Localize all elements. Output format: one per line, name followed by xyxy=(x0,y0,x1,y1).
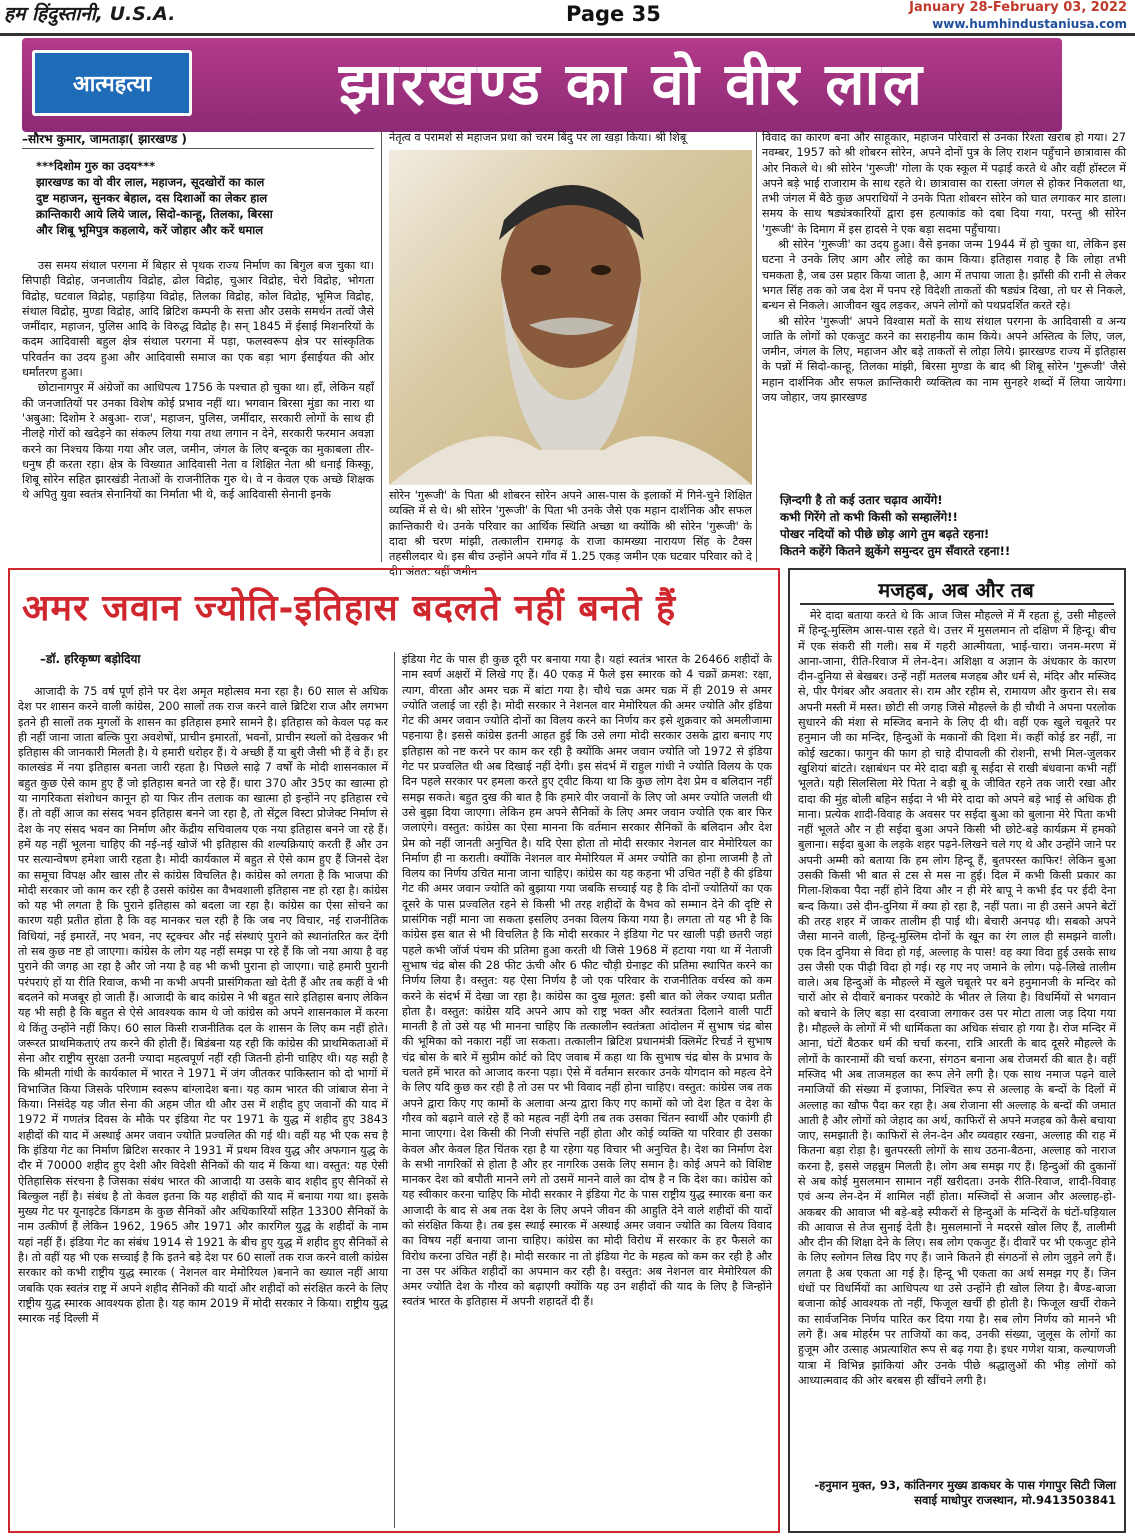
article-column xyxy=(22,258,374,562)
paragraph: आजादी के 75 वर्ष पूर्ण होने पर देश अमृत महोत्सव मना रहा है। 60 साल से अधिक देश पर शासन करने वाली कांग्रेस, 200 सालों तक राज करने वाले ब्रिटिश राज और लगभग इतने ही सालों तक मुगलों के शासन का इतिहास हमारे सामने है। इतिहास को केवल पढ़ कर ही नहीं जाना जाता बल्कि पुरा अवशेषों, प्राचीन इमारतों, भवनों, प्राचीन स्थलों को देखकर भी इतिहास की जानकारी मिलती है। ये हमारी धरोहर हैं। ये अच्छी हैं या बुरी जैसी भी हैं वे हैं। हर कालखंड में नया इतिहास बनता जारी रहता है। पिछले साढ़े 7 वर्षों के मोदी शासनकाल में बहुत कुछ ऐसे काम हुए हैं जो इतिहास बनते जा रहे हैं। धारा 370 और 35ए का खात्मा हो या नागरिकता संशोधन कानून हो या फिर तीन तलाक का खात्मा हो इन्होंने नए इतिहास रचे हैं। तो वहीं आज का संसद भवन इतिहास बनने जा रहा है, तो सेंट्रल विस्टा प्रोजेक्ट निर्माण से देश के नए संसद भवन का निर्माण और केंद्रीय सचिवालय एक नया इतिहास बनने जा रहे हैं। हमें यह नहीं भूलना चाहिए की नई-नई खोजें भी इतिहास की शल्यक्रियाएं करती हैं और उन पर सत्यान्वेषण हमेशा जारी रहता है। मोदी कार्यकाल में बहुत से ऐसे काम हुए हैं जिनसे देश का समूचा विपक्ष और खास तौर से कांग्रेस विचलित है। कांग्रेस को लगता है कि भाजपा की मोदी सरकार जो काम कर रही है उससे कांग्रेस का वैभवशाली इतिहास नष्ट हो रहा है। कांग्रेस को यह भी लगता है कि पुराने इतिहास को बदला जा रहा है। कांग्रेस का ऐसा सोचने का कारण यही प्रतीत होता है कि वह मानकर चल रही है कि जब नए विचार, नई राजनीतिक विधियां, नई इमारतें, नए भवन, नए स्ट्रक्चर और नई संस्थाएं पुराने को स्थानांतरित कर देंगी तो सब कुछ नष्ट हो जाएगा। कांग्रेस के लोग यह नहीं समझ पा रहे हैं कि जो नया आया है वह पुराने की जगह आ रहा है और जो नया है वह भी कभी पुराना हो जाएगा। चाहे हमारी पुरानी परंपराएं हों या रीति रिवाज, कभी ना कभी अपनी प्रासंगिकता खो देती हैं और तब कहीं वे भी बदलने को मजबूर हो जाती हैं। आजादी के बाद कांग्रेस ने भी बहुत सारे इतिहास बनाए लेकिन यह भी सही है कि बहुत से ऐसे आवश्यक काम थे जो कांग्रेस को अपने शासनकाल में करना थे किंतु उन्होंने नहीं किए। 60 साल किसी राजनीतिक दल के शासन के लिए कम नहीं होते। जरूरत प्राथमिकताएं तय करने की होती हैं। बिडंबना यह रही कि कांग्रेस की प्राथमिकताओं में सेना और राष्ट्रीय सुरक्षा उतनी ज्यादा महत्वपूर्ण नहीं रही जितनी होनी चाहिए थी। यह सही है कि श्रीमती गांधी के कार्यकाल में भारत ने 1971 में जंग जीतकर पाकिस्तान को दो भागों में विभाजित किया जिसके परिणाम स्वरूप बांग्लादेश बना। यह काम भारत की जांबाज सेना ने किया। निसंदेह यह जीत सेना की अहम जीत थी और उस में शहीद हुए जवानों की याद में 1972 में गणतंत्र दिवस के मौके पर इंडिया गेट पर 1971 के युद्ध में शहीद हुए 3843 शहीदों की याद में अस्थाई अमर जवान ज्योति प्रज्वलित की गई थी। वहीं यह भी एक सच है कि इंडिया गेट का निर्माण ब्रिटिश सरकार ने 1931 में प्रथम विश्व युद्ध और अफगान युद्ध के दौर में 70000 शहीद हुए देशी और विदेशी सैनिकों की याद में किया था। वस्तुत: यह ऐसी ऐतिहासिक संरचना है जिसका संबंध भारत की आजादी या उसके बाद शहीद हुए सैनिकों से बिल्कुल नहीं है। संबंध है तो केवल इतना कि यह शहीदों की याद में बनाया गया था। इसके मुख्य गेट पर यूनाइटेड किंगडम के कुछ सैनिकों और अधिकारियों सहित 13300 सैनिकों के नाम उत्कीर्ण हैं लेकिन 1962, 1965 और 1971 और कारगिल युद्ध के शहीदों के नाम यहां नहीं हैं। इंडिया गेट का संबंध 1914 से 1921 के बीच हुए युद्ध में शहीद हुए सैनिकों से है। तो वहीं यह भी एक सच्चाई है कि इतने बड़े देश पर 60 सालों तक राज करने वाली कांग्रेस सरकार को कभी राष्ट्रीय युद्ध स्मारक ( नेशनल वार मेमोरियल )बनाने का ख्याल नहीं आया जबकि एक स्वतंत्र राष्ट्र में अपने शहीद सैनिकों की यादों और शहीदों को संरक्षित करने के लिए राष्ट्रीय युद्ध स्मारक आवश्यक होता है। यह काम 2019 में मोदी सरकार ने किया। राष्ट्रीय युद्ध स्मारक नई दिल्ली में xyxy=(18,685,388,1326)
column-rule xyxy=(394,652,395,1528)
issue-date: January 28-February 03, 2022 xyxy=(909,0,1127,15)
paragraph: इंडिया गेट के पास ही कुछ दूरी पर बनाया गया है। यहां स्वतंत्र भारत के 26466 शहीदों के नाम स्वर्ण अक्षरों में लिखे गए हैं। 40 एकड़ में फैले इस स्मारक को 4 चक्रों क्रमश: रक्षा, त्याग, वीरता और अमर चक्र में बांटा गया है। चौथे चक्र अमर चक्र में ही 2019 से अमर ज्योति जलाई जा रही है। मोदी सरकार ने नेशनल वार मेमोरियल की अमर ज्योति और इंडिया गेट की अमर जवान ज्योति दोनों का विलय करने का निर्णय कर इसे शुक्रवार को अमलीजामा पहनाया है। इससे कांग्रेस इतनी आहत हुई कि उसे लगा मोदी सरकार उसके द्वारा बनाए गए इतिहास को नष्ट करने पर काम कर रही है क्योंकि अमर जवान ज्योति जो 1972 से इंडिया गेट पर प्रज्वलित थी अब दिखाई नहीं देगी। इस संदर्भ में राहुल गांधी ने ज्योति विलय के एक दिन पहले सरकार पर हमला करते हुए ट्वीट किया था कि कुछ लोग देश प्रेम व बलिदान नहीं समझ सकते। बहुत दुख की बात है कि हमारे वीर जवानों के लिए जो अमर ज्योति जलती थी उसे बुझा दिया जाएगा। लेकिन हम अपने सैनिकों के लिए अमर जवान ज्योति एक बार फिर जलाएंगे। वस्तुत: कांग्रेस का ऐसा मानना कि वर्तमान सरकार सैनिकों के बलिदान और देश प्रेम को नहीं जानती अनुचित है। यदि ऐसा होता तो मोदी सरकार नेशनल वार मेमोरियल का निर्माण ही ना कराती। क्योंकि नेशनल वार मेमोरियल में अमर ज्योति का होना लाजमी है तो विलय का निर्णय उचित माना जाना चाहिए। कांग्रेस का यह कहना भी उचित नहीं है की इंडिया गेट की अमर जवान ज्योति को बुझाया गया जबकि सच्चाई यह है कि दोनों ज्योतियों का एक दूसरे के पास प्रज्वलित रहने से किसी भी तरह शहीदों के वैभव को सम्मान देने की दृष्टि से प्रासंगिक नहीं माना जा सकता इसलिए उनका विलय किया गया है। लगता तो यह भी है कि कांग्रेस इस बात से भी विचलित है कि मोदी सरकार ने इंडिया गेट पर खाली पड़ी छतरी जहां पहले कभी जॉर्ज पंचम की प्रतिमा हुआ करती थी जिसे 1968 में हटाया गया था में नेताजी सुभाष चंद्र बोस की 28 फीट ऊंची और 6 फीट चौड़ी ग्रेनाइट की प्रतिमा स्थापित करने का निर्णय लिया है। वस्तुत: यह ऐसा निर्णय है जो एक परिवार के राजनीतिक वर्चस्व को कम करने के संदर्भ में देखा जा रहा है। कांग्रेस का दुख मूलत: इसी बात को लेकर ज्यादा प्रतीत होता है। वस्तुत: कांग्रेस यदि अपने आप को राष्ट्र भक्त और स्वतंत्रता दिलाने वाली पार्टी मानती है तो उसे यह भी मानना चाहिए कि तत्कालीन स्वतंत्रता आंदोलन में सुभाष चंद्र बोस की भूमिका को नकारा नहीं जा सकता। तत्कालीन ब्रिटिश प्रधानमंत्री क्लिमेंट रिचर्ड ने सुभाष चंद्र बोस के बारे में सुप्रीम कोर्ट को दिए जवाब में कहा था कि सुभाष चंद्र बोस के प्रभाव के चलते हमें भारत को आजाद करना पड़ा। ऐसे में वर्तमान सरकार उनके योगदान को महत्व देने के लिए यदि कुछ कर रही है तो उस पर भी विवाद नहीं होना चाहिए। वस्तुत: कांग्रेस जब तक अपने द्वारा किए गए कामों के अलावा अन्य द्वारा किए गए कामों को जो देश हित व देश के गौरव को बढ़ाने वाले रहे हैं को महत्व नहीं देगी तब तक उसका चिंतन स्वार्थी और एकांगी ही माना जाएगा। देश किसी की निजी संपत्ति नहीं होता और कोई व्यक्ति या परिवार ही उसका केवल और केवल हित चिंतक रहा है या रहेगा यह विचार भी अनुचित है। देश का निर्माण देश के सभी नागरिकों से होता है और हर नागरिक उसके लिए समान है। कोई अपने को विशिष्ट मानकर देश को बपौती मानने लगे तो उसमें मानने वाले का दोष है न कि देश का। कांग्रेस को यह स्वीकार करना चाहिए कि मोदी सरकार ने इंडिया गेट के पास राष्ट्रीय युद्ध स्मारक बना कर आजादी के बाद से अब तक देश के लिए अपने जीवन की आहुति देने वाले शहीदों की यादों को संरक्षित किया है। तब इस स्थाई स्मारक में अस्थाई अमर जवान ज्योति का विलय विवाद का विषय नहीं बनाया जाना चाहिए। कांग्रेस का मोदी विरोध में सरकार के हर फैसले का विरोध करना उचित नहीं है। मोदी सरकार ना तो इंडिया गेट के महत्व को कम कर रही है और ना उस पर अंकित शहीदों का अपमान कर रही है। वस्तुत: अब नेशनल वार मेमोरियल की अमर ज्योति देश के गौरव को बढ़ाएगी क्योंकि यह उन शहीदों की याद के लिए है जिन्होंने स्वतंत्र भारत के इतिहास में अपनी शहादतें दी हैं। xyxy=(402,653,772,1309)
article-headline: अमर जवान ज्योति-इतिहास बदलते नहीं बनते हैं xyxy=(22,588,677,629)
article-banner xyxy=(22,38,1062,132)
masthead: हम हिंदुस्तानी, U.S.A. xyxy=(4,3,176,25)
paragraph: विवाद का कारण बना और साहूकार, महाजन परिवारों से उनका रिश्ता खराब हो गया। 27 नवम्बर, 1957 को श्री शोबरन सोरेन, अपने दोनों पुत्र के लिए राशन पहुँचाने छात्रावास की ओर निकले थे। श्री सोरेन 'गुरूजी' गोला के एक स्कूल में पढ़ाई करते थे और वहीं हॉस्टल में अपने बड़े भाई राजाराम के साथ रहते थे। छात्रावास का रास्ता जंगल से होकर निकलता था, तभी जंगल में बैठे कुछ अपराधियों ने उनके पिता शोबरन सोरेन को घात लगाकर मार डाला। समय के साथ षड्यंत्रकारियों द्वारा इस हत्याकांड को दबा दिया गया, परन्तु श्री सोरेन 'गुरूजी' के दिमाग में इस हादसे ने एक बड़ा सदमा पहुँचाया। xyxy=(762,131,1126,236)
couplet-line: ज़िन्दगी है तो कई उतार चढ़ाव आयेंगे! xyxy=(780,493,943,507)
paragraph: छोटानागपुर में अंग्रेजों का आधिपत्य 1756 के पश्चात हो चुका था। हाँ, लेकिन यहाँ की जनजातियों पर उनका विशेष कोई प्रभाव नहीं था। भगवान बिरसा मुंडा का नारा था 'अबुआ: दिशोम रे अबुआ- राज', महाजन, पुलिस, जमींदार, सरकारी लोगों के साथ ही नीलहे गोरों को खदेड़ने का संकल्प लिया गया तथा लगान न देने, सरकारी फरमान अवज्ञा करने का निश्चय किया गया और जल, जमीन, जंगल के लिए बन्दूक का मुकाबला तीर- धनुष ही करता रहा। क्षेत्र के विख्यात आदिवासी नेता व शिक्षित नेता श्री धनाई किस्कू, शिबू सोरेन सहित झारखंडी नेताओं के राजनीतिक गुरु थे। वे न केवल एक अच्छे शिक्षक थे अपितु युवा स्वतंत्र सेनानियों का निर्माता भी थे, कई आदिवासी सेनानी इनके xyxy=(22,381,374,502)
article-byline: –सौरभ कुमार, जामताड़ा( झारखण्ड ) xyxy=(22,132,187,146)
article-column xyxy=(762,130,1126,482)
article-column xyxy=(389,488,752,579)
author-signature: -हनुमान मुक्त, 93, कांतिनगर मुख्य डाकघर के पास गंगापुर सिटी जिला सवाई माधोपुर राजस्थान, मो.9413503841 xyxy=(814,1478,1116,1507)
section-tag: आत्महत्या xyxy=(32,50,192,116)
sidebar-headline: मजहब, अब और तब xyxy=(878,578,1034,602)
portrait-photo xyxy=(389,150,752,485)
paragraph: नेतृत्व व परामर्श से महाजन प्रथा को चरम बिंदु पर ला खड़ा किया। श्री शिबू xyxy=(389,131,687,144)
column-rule xyxy=(756,130,757,562)
poem xyxy=(36,158,376,238)
article-byline: –डॉ. हरिकृष्ण बड़ोदिया xyxy=(40,652,141,666)
poem-line: और शिबू भूमिपुत्र कहलाये, करें जोहार और करें धमाल xyxy=(36,223,263,237)
paragraph: श्री सोरेन 'गुरूजी' का उदय हुआ। वैसे इनका जन्म 1944 में हो चुका था, लेकिन इस घटना ने उनके लिए आग और लोहे का काम किया। इतिहास गवाह है कि लोहा तभी चमकता है, जब उस प्रहार किया जाता है, आग में तपाया जाता है। झाँसी की रानी से लेकर भगत सिंह तक को जब देश में पनप रहे विदेशी ताकतों की षड्यंत्र दिखा, तो घर से निकले, बन्धन से निकले। आजीवन खुद लड़कर, अपने लोगों को पथप्रदर्शित करते रहे। xyxy=(762,238,1126,313)
website-url[interactable]: www.humhindustaniusa.com xyxy=(932,17,1127,31)
article-column xyxy=(389,130,752,147)
divider xyxy=(800,603,1114,605)
article-column xyxy=(402,652,772,1529)
article-headline: झारखण्ड का वो वीर लाल xyxy=(339,50,925,118)
closing-couplet xyxy=(780,492,1126,560)
article-column xyxy=(798,608,1116,1466)
paragraph: मेरे दादा बताया करते थे कि आज जिस मौहल्ले में मैं रहता हूं, उसी मौहल्ले में हिन्दू-मुस्लिम आस-पास रहते थे। उत्तर में मुसलमान तो दक्षिण में हिन्दू। बीच में एक संकरी सी गली। सब में गहरी आत्मीयता, भाई-चारा। जनम-मरण में आना-जाना, रीति-रिवाज में लेन-देन। अशिक्षा व अज्ञान के अंधकार के कारण दीन-दुनिया से बेखबर। उन्हें नहीं मतलब मजहब और धर्म से, मंदिर और मस्जिद से, पीर पैगंबर और अवतार से। राम और रहीम से, रामायण और कुरान से। सब अपनी मस्ती में मस्त। छोटी सी जगह जिसे मौहल्ले के ही चौथी ने अपना परलोक सुधारने की मंशा से मस्जिद बनाने के लिए दी थी। वहीं एक खुले चबूतरे पर हनुमान जी का मन्दिर, हिन्दुओं के मकानों की दिशा में। कहीं कोई डर नहीं, ना कोई खटका। फागुन की फाग हो चाहे दीपावली की रोशनी, सभी मिल-जुलकर खुशियां बांटते। रक्षाबंधन पर मेरे दादा बड़ी बू सईदा से राखी बंधवाना कभी नहीं भूलते। यही सिलसिला मेरे पिता ने बड़ी बू के जीवित रहने तक जारी रखा और दादा की मुंह बोली बहिन सईदा ने भी मेरे दादा को अपने बड़े भाई से अधिक ही माना। प्रत्येक शादी-विवाह के अवसर पर सईदा बुआ को बुलाना मेरे पिता कभी नहीं भूलते और न ही सईदा बुआ अपने किसी भी छोटे-बड़े कार्यक्रम में हमको बुलाना। सईदा बुआ के लड़के शहर पढ़ने-लिखने चले गए थे और उन्होंने जाने पर अपनी अम्मी को बताया कि हम लोग हिन्दू हैं, बुतपरस्त काफिर! लेकिन बुआ उसकी किसी भी बात से टस से मस ना हुई। दिल में कभी किसी प्रकार का गिला-शिकवा पैदा नहीं होने दिया और न ही मेरे बापू ने कभी ईद पर ईदी देना बन्द किया। उसे दीन-दुनिया में क्या हो रहा है, नहीं पता। ना ही उसने अपने बेटों की तरह शहर में जाकर तालीम ही पाई थी। बेचारी अनपढ़ थी। सबको अपने जैसा मानने वाली, हिन्दू-मुस्लिम दोनों के खून का रंग लाल ही समझने वाली। एक दिन दुनिया से विदा हो गई, अल्लाह के पास! वह क्या विदा हुई उसके साथ उस जैसी एक पीढ़ी विदा हो गई। रह गए नए जमाने के लोग। पढ़े-लिखे तालीम वाले। अब हिन्दुओं के मौहल्ले में खुले चबूतरे पर बने हनुमानजी के मन्दिर को चारों ओर से दीवारें बनाकर परकोटे के भीतर ले लिया है। विधर्मियों से भगवान को बचाने के लिए बड़ा सा दरवाजा लगाकर उस पर मोटा ताला जड़ दिया गया है। मौहल्ले के लोगों में भी धार्मिकता का अधिक संचार हो गया है। रोज मन्दिर में आना, घंटों बैठकर धर्म की चर्चा करना, रात्रि आरती के बाद दूसरे मौहल्ले के लोगों के कारनामों की चर्चा करना, संगठन बनाना अब रोजमर्रा की बात है। वहीं मस्जिद भी अब ताजमहल का रूप लेने लगी है। एक साथ नमाज पढ़ने वाले नमाजियों की संख्या में इजाफा, निश्चित रूप से अल्लाह के बन्दों के दिलों में अल्लाह का खौफ पैदा कर रहा है। अब रोजाना सी अल्लाह के बन्दों की जमात आती है और लोगों को जेहाद का अर्थ, काफिरों से अपने मजहब को कैसे बचाया जाए, समझाती है। काफिरों से लेन-देन और व्यवहार रखना, अल्लाह की राह में कितना बड़ा रोड़ा है। बुतपरस्ती लोगों के साथ उठना-बैठना, अल्लाह को नाराज करना है, इससे जहन्नुम मिलती है। लोग अब समझ गए हैं। हिन्दुओं की दुकानों से अब कोई मुसलमान सामान नहीं खरीदता। उनके रीति-रिवाज, शादी-विवाह एवं अन्य लेन-देन में शामिल नहीं होता। मस्जिदों से अजान और अल्लाह-हो-अकबर की आवाज भी बड़े-बड़े स्पीकरों से हिन्दुओं के मन्दिरों के घंटों-घड़ियाल की आवाज से तेज सुनाई देती है। मुसलमानों ने मदरसे खोल लिए हैं, तालीमी और दीन की शिक्षा देने के लिए। सब लोग एकजुट हैं। दीवारें पर भी एकजुट होने के लिए स्लोगन लिख दिए गए हैं। जाने कितने ही संगठनों से लोग जुड़ने लगे हैं। लगता है अब एकता आ गई है। हिन्दू भी एकता का अर्थ समझ गए हैं। जिन धंधों पर विधर्मियों का आधिपत्य था उसे उन्होंने ही खोल लिया है। बैण्ड-बाजा बजाना कोई आवश्यक तो नहीं, फिजूल खर्ची ही होती है। फिजूल खर्ची रोकने का सार्वजनिक निर्णय पारित कर दिया गया है। सब लोग निर्णय को मानने भी लगे हैं। अब मोहर्रम पर ताजियों का कद, उनकी संख्या, जुलूस के लोगों का हुजूम और उत्साह अप्रत्याशित रूप से बढ़ गया है। इधर गणेश यात्रा, कल्याणजी यात्रा में विभिन्न झांकियां और उनके पीछे श्रद्धालुओं की भीड़ लोगों को आध्यात्मवाद की ओर बरबस ही खींचने लगी है। xyxy=(798,609,1116,1387)
couplet-line: पोखर नदियों को पीछे छोड़ आगे तुम बढ़ते रहना! xyxy=(780,527,990,541)
page-number: Page 35 xyxy=(566,2,661,26)
couplet-line: कितने कहेंगे कितने झुकेंगे समुन्दर तुम सँवारते रहना!! xyxy=(780,544,1011,558)
poem-line: क्रान्तिकारी आये लिये जाल, सिदो-कान्हू, तिलका, बिरसा xyxy=(36,207,273,221)
poem-line: ***दिशोम गुरु का उदय*** xyxy=(36,159,156,173)
paragraph: उस समय संथाल परगना में बिहार से पृथक राज्य निर्माण का बिगुल बज चुका था। सिपाही विद्रोह, जनजातीय विद्रोह, ढोल विद्रोह, चुआर विद्रोह, चेरो विद्रोह, भोगता विद्रोह, घटवाल विद्रोह, पहाड़िया विद्रोह, तिलका विद्रोह, कोल विद्रोह, भूमिज विद्रोह, संथाल विद्रोह, मुण्डा विद्रोह, आदि ब्रिटिश कम्पनी के सत्ता और उसके समर्थन तत्वों जैसे जमींदार, महाजन, पुलिस आदि के विरुद्ध विद्रोह है। सन् 1845 में ईसाई मिशनरियों के कदम आदिवासी बहुल क्षेत्र संथाल परगना में पड़ा, फलस्वरूप क्षेत्र पर सांस्कृतिक परिवर्तन का उदय हुआ और आदिवासी समाज का एक बड़ा भाग ईसाईयत की ओर धर्मांतरण हुआ। xyxy=(22,259,374,380)
poem-line: दुष्ट महाजन, सुनकर बेहाल, दस दिशाओं का लेकर हाल xyxy=(36,191,268,205)
article-column xyxy=(18,684,388,1529)
poem-line: झारखण्ड का वो वीर लाल, महाजन, सूदखोरों का काल xyxy=(36,175,265,189)
paragraph: सोरेन 'गुरूजी' के पिता श्री शोबरन सोरेन अपने आस-पास के इलाकों में गिने-चुने शिक्षित व्यक्ति में से थे। श्री सोरेन 'गुरूजी' के पिता भी उनके जैसे एक महान दार्शनिक और सफल क्रान्तिकारी थे। उनके परिवार का आर्थिक स्थिति अच्छा था क्योंकि श्री सोरेन 'गुरूजी' के दादा श्री चरण मांझी, तत्कालीन रामगढ़ के राजा कामख्या नारायण सिंह के टैक्स तहसीलदार थे। इस बीच उन्होंने अपने गाँव में 1.25 एकड़ जमीन एक घटवार परिवार को दे दी। अंतत: यहीं जमीन xyxy=(389,489,752,579)
portrait-illustration xyxy=(389,150,752,485)
divider xyxy=(22,148,374,149)
column-rule xyxy=(381,130,382,562)
couplet-line: कभी गिरेंगे तो कभी किसी को सम्हालेंगे!! xyxy=(780,510,958,524)
paragraph: श्री सोरेन 'गुरूजी' अपने विश्वास मतों के साथ संथाल परगना के आदिवासी व अन्य जाति के लोगों को एकजुट करने का सराहनीय काम किये। अपने अस्तित्व के लिए, जल, जमीन, जंगल के लिए, महाजन और बड़े ताकतों से लोहा लिये। झारखण्ड राज्य में इतिहास के पन्नों में सिदो-कान्हू, तिलका मांझी, बिरसा मुण्डा के बाद श्री शिबू सोरेन 'गुरूजी' जैसे महान दार्शनिक और सफल क्रान्तिकारी व्यक्तित्व का नाम सुनहरे शब्दों में लिया जायेगा। जय जोहार, जय झारखण्ड xyxy=(762,314,1126,405)
header-rule xyxy=(0,33,1135,36)
